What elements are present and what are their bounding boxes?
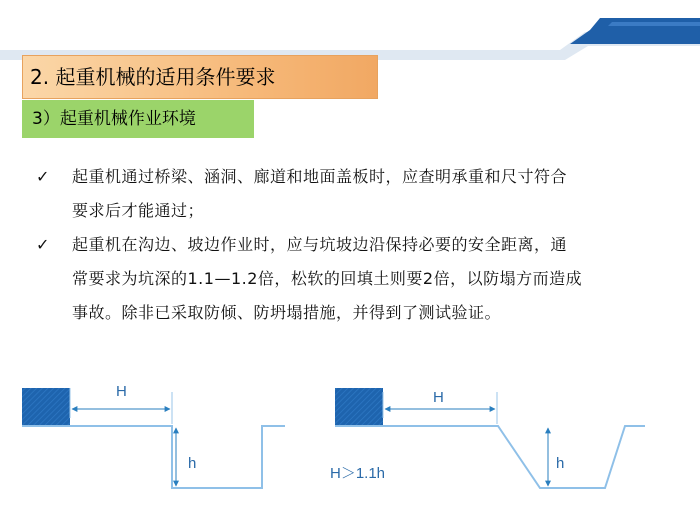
header-decoration <box>0 0 700 60</box>
bullet-line: 起重机在沟边、坡边作业时，应与坑坡边沿保持必要的安全距离，通 <box>72 235 568 254</box>
page-title: 2. 起重机械的适用条件要求 <box>30 65 276 89</box>
list-item <box>36 228 676 330</box>
relation-label: H＞1.1h <box>330 465 386 482</box>
check-icon: ✓ <box>36 167 50 186</box>
crane-block <box>335 388 383 426</box>
bullet-line: 要求后才能通过； <box>72 201 205 220</box>
H-label: H <box>116 383 127 400</box>
distance-diagram <box>0 360 700 525</box>
crane-block <box>22 388 70 426</box>
h-label: h <box>188 455 197 472</box>
bullet-line: 事故。除非已采取防倾、防坍塌措施，并得到了测试验证。 <box>72 303 502 322</box>
bullet-line: 起重机通过桥梁、涵洞、廊道和地面盖板时，应查明承重和尺寸符合 <box>72 167 568 186</box>
H-label: H <box>433 389 444 406</box>
check-icon: ✓ <box>36 235 50 254</box>
bullet-list <box>36 160 676 330</box>
section-subtitle: 3）起重机械作业环境 <box>32 109 196 129</box>
ground-profile <box>22 426 285 488</box>
diagram-sloped-pit <box>330 388 645 488</box>
diagram-vertical-pit <box>22 383 285 488</box>
h-label: h <box>556 455 565 472</box>
bullet-line: 常要求为坑深的1.1—1.2倍，松软的回填土则要2倍，以防塌方而造成 <box>72 269 583 288</box>
list-item <box>36 160 676 228</box>
